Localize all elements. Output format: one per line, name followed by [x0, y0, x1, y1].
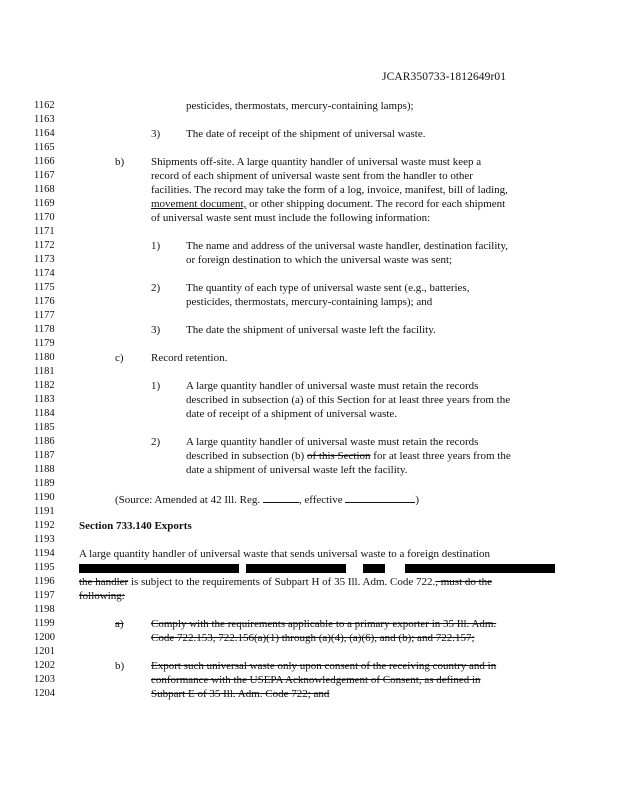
section-heading: Section 733.140 Exports [79, 520, 192, 532]
line-number: 1177 [34, 310, 55, 321]
text-span: (Source: Amended at 42 Ill. Reg. [115, 494, 263, 506]
deleted-text: conformance with the USEPA Acknowledgement of Consent, as defined in [151, 674, 481, 686]
line-number: 1188 [34, 464, 55, 475]
line-number: 1168 [34, 184, 55, 195]
line-number: 1179 [34, 338, 55, 349]
line-number: 1181 [34, 366, 55, 377]
text-line: The date of receipt of the shipment of universal waste. [186, 128, 426, 140]
text-span: is subject to the requirements of Subpart H of 35 Ill. Adm. Code 722. [128, 576, 436, 588]
redaction-mark [246, 564, 346, 573]
item-label: 2) [151, 282, 161, 294]
deleted-text: Code 722.153, 722.156(a)(1) through (a)(4), (a)(6), and (b); and 722.157; [151, 632, 475, 644]
item-label: 3) [151, 324, 161, 336]
line-number: 1186 [34, 436, 55, 447]
line-number: 1169 [34, 198, 55, 209]
inserted-text: movement document, [151, 198, 247, 210]
item-label: 1) [151, 240, 161, 252]
source-note [115, 492, 419, 507]
text-line: The name and address of the universal waste handler, destination facility, [186, 240, 509, 252]
redaction-mark [79, 564, 239, 573]
deleted-text: , must do the [435, 576, 493, 588]
line-number: 1201 [34, 646, 55, 657]
text-span: or other shipping document. The record for each shipment [246, 198, 506, 210]
line-number: 1195 [34, 562, 55, 573]
line-number: 1166 [34, 156, 55, 167]
redaction-mark [363, 564, 385, 573]
line-number: 1163 [34, 114, 55, 125]
text-line: of universal waste sent must include the following information: [151, 212, 431, 224]
line-number: 1189 [34, 478, 55, 489]
text-line: Shipments off-site. A large quantity handler of universal waste must keep a [151, 156, 482, 168]
redaction-mark [405, 564, 555, 573]
item-label: 3) [151, 128, 161, 140]
line-number: 1187 [34, 450, 55, 461]
line-number: 1167 [34, 170, 55, 181]
subsection-label: b) [115, 660, 125, 672]
line-number: 1194 [34, 548, 55, 559]
line-number: 1183 [34, 394, 55, 405]
text-line: The quantity of each type of universal waste sent (e.g., batteries, [186, 282, 470, 294]
line-number: 1191 [34, 506, 55, 517]
item-label: 2) [151, 436, 161, 448]
line-number: 1178 [34, 324, 55, 335]
text-line: A large quantity handler of universal waste must retain the records [186, 380, 479, 392]
text-line: pesticides, thermostats, mercury-containing lamps); and [186, 296, 433, 308]
line-number: 1175 [34, 282, 55, 293]
deleted-text: Comply with the requirements applicable to a primary exporter in 35 Ill. Adm. [151, 618, 497, 630]
line-number: 1203 [34, 674, 55, 685]
line-number: 1198 [34, 604, 55, 615]
line-number: 1172 [34, 240, 55, 251]
line-number: 1197 [34, 590, 55, 601]
subsection-label: a) [115, 618, 124, 630]
text-line: The date the shipment of universal waste left the facility. [186, 324, 436, 336]
line-number: 1192 [34, 520, 55, 531]
text-span: , effective [298, 494, 346, 506]
text-line: date a shipment of universal waste left the facility. [186, 464, 408, 476]
text-line: facilities. The record may take the form of a log, invoice, manifest, bill of lading, [151, 184, 508, 196]
text-line [79, 576, 492, 589]
line-number: 1165 [34, 142, 55, 153]
subsection-label: c) [115, 352, 124, 364]
deleted-text: the handler [79, 576, 129, 588]
text-line [151, 198, 505, 211]
line-number: 1202 [34, 660, 55, 671]
line-number: 1182 [34, 380, 55, 391]
line-number: 1171 [34, 226, 55, 237]
line-number: 1185 [34, 422, 55, 433]
subsection-label: b) [115, 156, 125, 168]
text-line: or foreign destination to which the universal waste was sent; [186, 254, 453, 266]
deleted-text: of this Section [306, 450, 371, 462]
line-number: 1170 [34, 212, 55, 223]
line-number: 1162 [34, 100, 55, 111]
line-number: 1184 [34, 408, 55, 419]
line-number: 1193 [34, 534, 55, 545]
text-span: described in subsection (b) [186, 450, 307, 462]
blank-line [263, 492, 299, 503]
text-line [186, 450, 511, 463]
document-id: JCAR350733-1812649r01 [382, 71, 507, 83]
deleted-text: following: [79, 590, 125, 602]
text-span: ) [415, 494, 420, 506]
text-line: A large quantity handler of universal waste must retain the records [186, 436, 479, 448]
line-number: 1199 [34, 618, 55, 629]
line-number: 1200 [34, 632, 55, 643]
line-number: 1196 [34, 576, 55, 587]
text-line: Record retention. [151, 352, 228, 364]
line-number: 1204 [34, 688, 55, 699]
text-line: described in subsection (a) of this Section for at least three years from the [186, 394, 511, 406]
text-line: A large quantity handler of universal waste that sends universal waste to a foreign destination [79, 548, 490, 560]
text-span: for at least three years from the [370, 450, 511, 462]
line-number: 1173 [34, 254, 55, 265]
text-line: pesticides, thermostats, mercury-containing lamps); [186, 100, 414, 112]
line-number: 1174 [34, 268, 55, 279]
text-line: date of receipt of a shipment of universal waste. [186, 408, 398, 420]
item-label: 1) [151, 380, 161, 392]
line-number: 1180 [34, 352, 55, 363]
text-line: record of each shipment of universal waste sent from the handler to other [151, 170, 473, 182]
redacted-line [79, 562, 555, 575]
blank-line [345, 492, 415, 503]
deleted-text: Export such universal waste only upon consent of the receiving country and in [151, 660, 497, 672]
line-number: 1190 [34, 492, 55, 503]
line-number: 1176 [34, 296, 55, 307]
line-number: 1164 [34, 128, 55, 139]
deleted-text: Subpart E of 35 Ill. Adm. Code 722; and [151, 688, 330, 700]
